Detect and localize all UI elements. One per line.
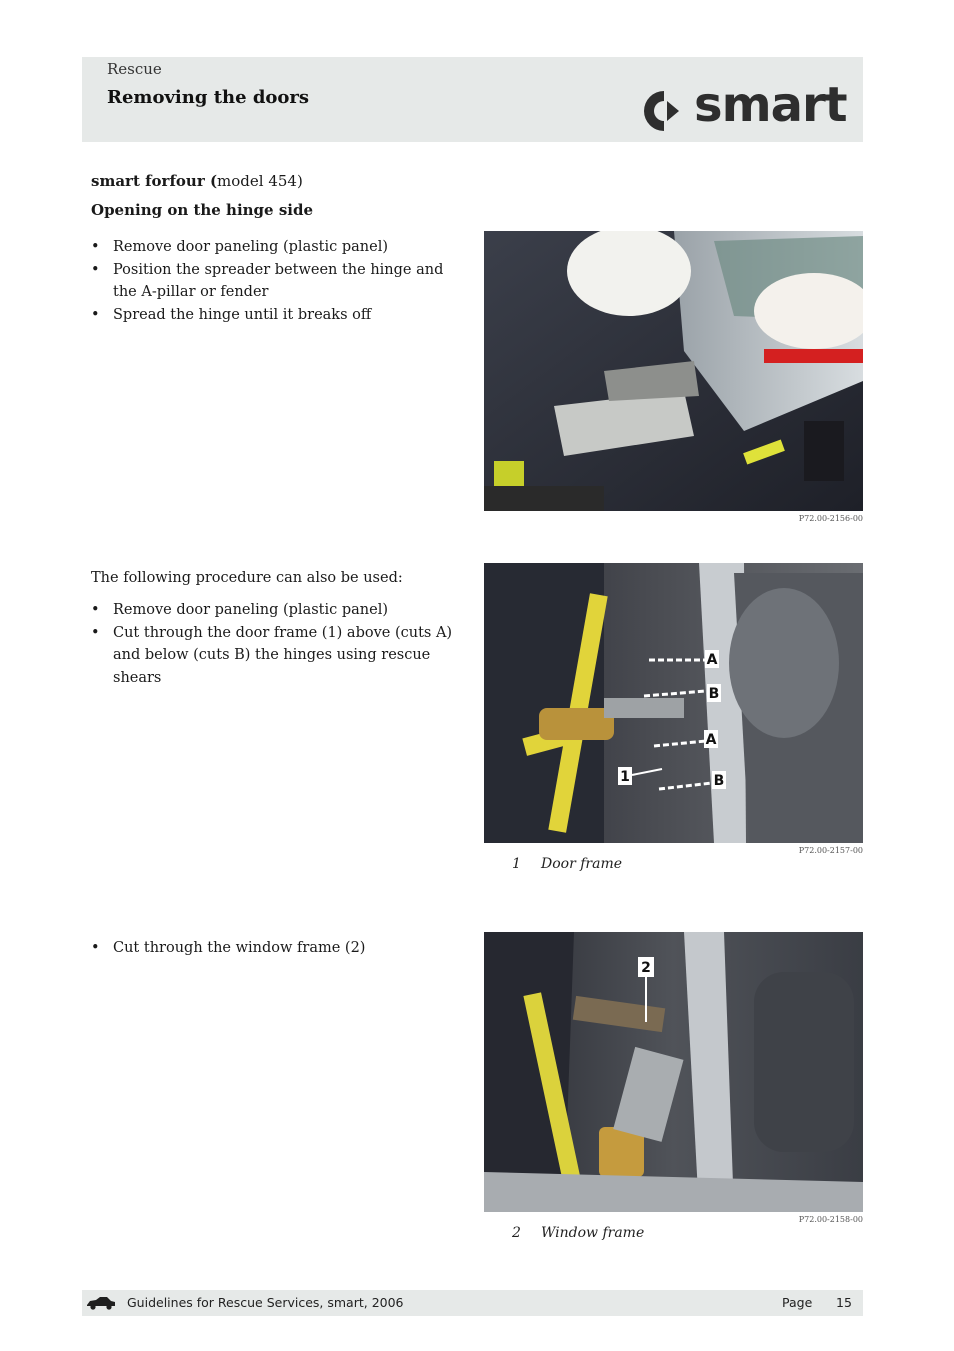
photo-door-frame-cuts <box>484 563 863 843</box>
smart-logo-icon <box>640 87 690 135</box>
figure-reference: P72.00-2157-00 <box>798 846 863 855</box>
section-label: Rescue <box>107 60 162 78</box>
smart-logo <box>640 77 847 133</box>
sub-heading: Opening on the hinge side <box>91 201 313 219</box>
list-item: • Remove door paneling (plastic panel) <box>91 236 456 259</box>
footer-guide-title: Guidelines for Rescue Services, smart, 2006 <box>127 1295 404 1310</box>
caption-number: 1 <box>512 856 521 872</box>
page-header <box>82 57 863 142</box>
list-item: • Cut through the door frame (1) above (cuts A) and below (cuts B) the hinges using rescue shears <box>91 622 456 690</box>
callout-2: 2 <box>641 960 651 976</box>
photo-window-frame-cut <box>484 932 863 1212</box>
intro-text: The following procedure can also be used: <box>91 570 403 586</box>
cut-label-b-top: B <box>708 686 720 702</box>
footer-page-number: 15 <box>836 1295 852 1310</box>
caption-text: Window frame <box>541 1225 645 1241</box>
list-item: • Cut through the window frame (2) <box>91 937 456 960</box>
callout-1: 1 <box>620 769 630 785</box>
model-name: smart forfour ( <box>91 172 218 190</box>
bullet-list-1 <box>91 236 456 326</box>
list-item: • Remove door paneling (plastic panel) <box>91 599 456 622</box>
car-icon <box>85 1296 117 1310</box>
cut-label-a-bottom: A <box>705 732 717 748</box>
page-footer <box>82 1290 863 1316</box>
cut-label-a-top: A <box>706 652 718 668</box>
bullet-list-3 <box>91 937 456 960</box>
figure-reference: P72.00-2158-00 <box>798 1215 863 1224</box>
caption-number: 2 <box>512 1225 521 1241</box>
figure-caption <box>512 1225 644 1241</box>
footer-page-label: Page <box>782 1295 813 1310</box>
model-number: model 454) <box>217 172 303 190</box>
list-item: • Position the spreader between the hinge and the A-pillar or fender <box>91 259 456 304</box>
caption-text: Door frame <box>541 856 623 872</box>
model-heading <box>91 172 303 190</box>
bullet-list-2 <box>91 599 456 689</box>
list-item: • Spread the hinge until it breaks off <box>91 304 456 327</box>
figure-caption <box>512 856 622 872</box>
logo-wordmark: smart <box>694 77 847 133</box>
page-title: Removing the doors <box>107 87 310 108</box>
cut-label-b-bottom: B <box>713 773 725 789</box>
figure-reference: P72.00-2156-00 <box>798 514 863 523</box>
photo-spreader-hinge <box>484 231 863 511</box>
